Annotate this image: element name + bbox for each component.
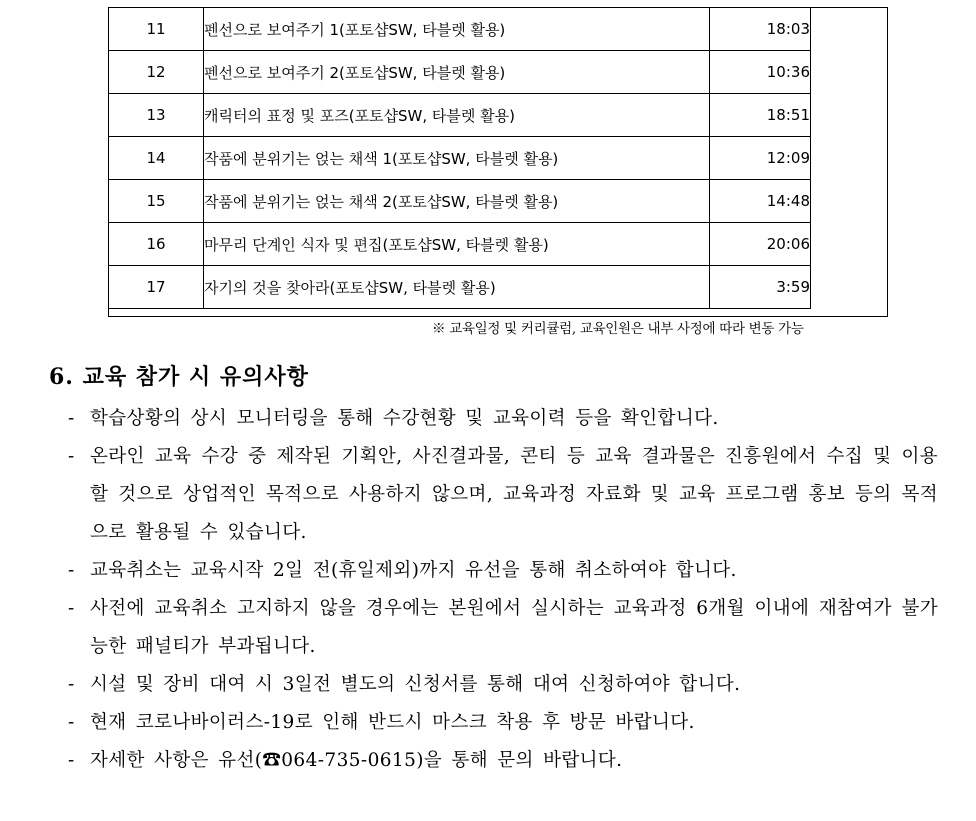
precaution-text: 현재 코로나바이러스-19로 인해 반드시 마스크 착용 후 방문 바랍니다. (90, 712, 695, 733)
curriculum-note: ※ 교육일정 및 커리큘럼, 교육인원은 내부 사정에 따라 변동 가능 (432, 321, 804, 337)
lesson-title: 작품에 분위기는 얹는 채색 2(포토샵SW, 타블렛 활용) (204, 180, 710, 223)
bullet-dash: - (68, 408, 75, 429)
bullet-dash: - (68, 674, 75, 695)
lesson-duration: 3:59 (710, 266, 811, 309)
lesson-duration: 18:51 (710, 94, 811, 137)
table-row (109, 137, 811, 180)
list-item (64, 552, 938, 590)
table-row (109, 51, 811, 94)
precaution-text: 온라인 교육 수강 중 제작된 기획안, 사진결과물, 콘티 등 교육 결과물은 진흥원에서 수집 및 이용할 것으로 상업적인 목적으로 사용하지 않으며, 교육과정 자료화 및 교육 프로그램 홍보 등의 목적으로 활용될 수 있습니다. (90, 446, 938, 543)
lesson-number: 11 (109, 8, 204, 51)
bullet-dash: - (68, 598, 75, 619)
precaution-text: 자세한 사항은 유선(☎064-735-0615)을 통해 문의 바랍니다. (90, 750, 623, 771)
lesson-duration: 20:06 (710, 223, 811, 266)
precaution-text: 교육취소는 교육시작 2일 전(휴일제외)까지 유선을 통해 취소하여야 합니다. (90, 560, 737, 581)
lesson-number: 14 (109, 137, 204, 180)
lesson-title: 펜선으로 보여주기 2(포토샵SW, 타블렛 활용) (204, 51, 710, 94)
lesson-title: 마무리 단계인 식자 및 편집(포토샵SW, 타블렛 활용) (204, 223, 710, 266)
list-item (64, 400, 938, 438)
curriculum-table (108, 7, 811, 309)
bullet-dash: - (68, 446, 75, 467)
bullet-dash: - (68, 560, 75, 581)
lesson-number: 12 (109, 51, 204, 94)
precaution-text: 학습상황의 상시 모니터링을 통해 수강현황 및 교육이력 등을 확인합니다. (90, 408, 719, 429)
lesson-duration: 14:48 (710, 180, 811, 223)
precautions-list (64, 400, 938, 780)
lesson-number: 13 (109, 94, 204, 137)
lesson-duration: 18:03 (710, 8, 811, 51)
precaution-text: 사전에 교육취소 고지하지 않을 경우에는 본원에서 실시하는 교육과정 6개월 이내에 재참여가 불가능한 패널티가 부과됩니다. (90, 598, 938, 657)
bullet-dash: - (68, 712, 75, 733)
list-item (64, 438, 938, 552)
list-item (64, 666, 938, 704)
section-title: 6. 교육 참가 시 유의사항 (49, 364, 309, 390)
lesson-title: 자기의 것을 찾아라(포토샵SW, 타블렛 활용) (204, 266, 710, 309)
lesson-number: 15 (109, 180, 204, 223)
table-row (109, 8, 811, 51)
table-row (109, 180, 811, 223)
table-row (109, 223, 811, 266)
list-item (64, 742, 938, 780)
list-item (64, 704, 938, 742)
list-item (64, 590, 938, 666)
lesson-number: 17 (109, 266, 204, 309)
lesson-title: 캐릭터의 표정 및 포즈(포토샵SW, 타블렛 활용) (204, 94, 710, 137)
curriculum-table-frame (108, 7, 888, 317)
table-row (109, 266, 811, 309)
lesson-number: 16 (109, 223, 204, 266)
lesson-duration: 12:09 (710, 137, 811, 180)
bullet-dash: - (68, 750, 75, 771)
table-row (109, 94, 811, 137)
precaution-text: 시설 및 장비 대여 시 3일전 별도의 신청서를 통해 대여 신청하여야 합니다. (90, 674, 741, 695)
lesson-title: 작품에 분위기는 얹는 채색 1(포토샵SW, 타블렛 활용) (204, 137, 710, 180)
lesson-duration: 10:36 (710, 51, 811, 94)
lesson-title: 펜선으로 보여주기 1(포토샵SW, 타블렛 활용) (204, 8, 710, 51)
